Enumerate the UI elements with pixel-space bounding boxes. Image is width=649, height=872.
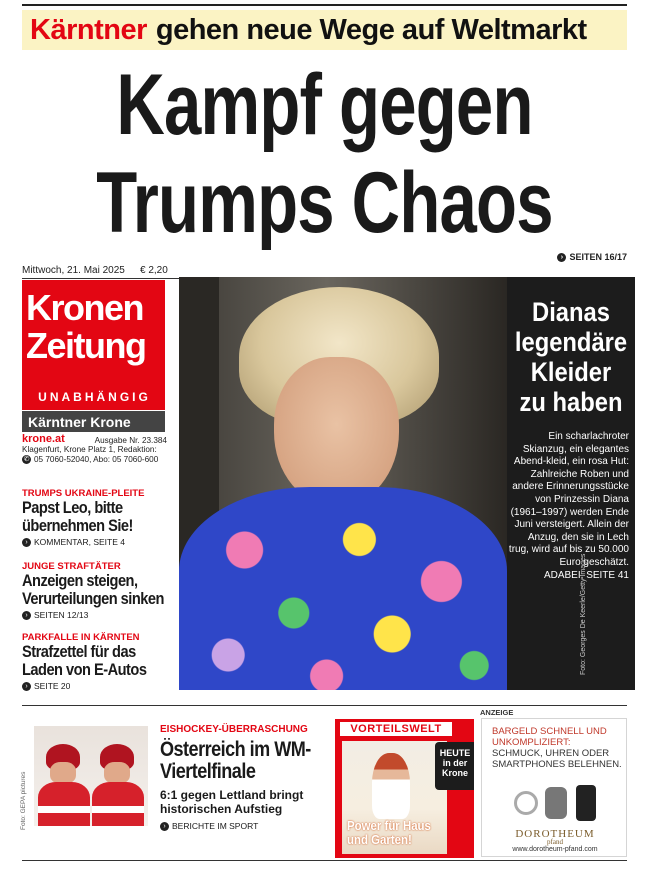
player-left (38, 740, 90, 826)
address: Klagenfurt, Krone Platz 1, Redaktion: (22, 444, 157, 454)
cover-headline: Power für Haus und Garten! (347, 818, 431, 847)
vorteilswelt-promo[interactable] (335, 719, 474, 858)
hockey-headline: Österreich im WM-Viertelfinale (160, 738, 311, 783)
story-papst[interactable] (22, 488, 170, 548)
story-kicker: TRUMPS UKRAINE-PLEITE (22, 488, 145, 499)
arrow-icon: › (22, 611, 31, 620)
arrow-icon: › (22, 682, 31, 691)
hockey-kicker: EISHOCKEY-ÜBERRASCHUNG (160, 724, 308, 735)
headline-page-ref[interactable]: › SEITEN 16/17 (557, 252, 627, 262)
heute-badge: HEUTE in der Krone (435, 742, 474, 790)
story-kicker: PARKFALLE IN KÄRNTEN (22, 632, 140, 643)
diana-headline: Dianas legendäre Kleider zu haben (514, 297, 628, 417)
diana-text: Ein scharlachroter Skianzug, ein elegantes Abend-kleid, ein rosa Hut: Zahlreiche Roben und andere Erinnerungsstücke von Prinzessin Diana (1961–1997) werden Ende Juni versteigert. Allein der Anzug, den sie in Lech trug, wird auf bis zu 50.000 Euro geschätzt. ADABEI, SEITE 41 (508, 431, 629, 581)
diana-story-box[interactable] (507, 277, 635, 690)
ring-icon (514, 791, 538, 815)
story-headline: Papst Leo, bitte übernehmen Sie! (22, 498, 133, 535)
top-rule (22, 4, 627, 6)
story-headline: Anzeigen steigen, Verurteilungen sinken (22, 571, 164, 608)
photo-floral-dress (179, 487, 507, 690)
logo-word-kronen: Kronen (26, 287, 143, 328)
photo-credit: Foto: Georges De Keerle/Getty Images (580, 553, 587, 675)
diana-photo[interactable] (179, 277, 507, 690)
arrow-icon: › (160, 822, 169, 831)
story-kicker: JUNGE STRAFTÄTER (22, 561, 121, 572)
ad-line1: BARGELD SCHNELL UND UNKOMPLIZIERT: (492, 726, 607, 748)
arrow-icon: › (22, 538, 31, 547)
website-link[interactable]: krone.at (22, 433, 65, 445)
ad-brand-sub: pfand (547, 838, 563, 846)
kicker-red: Kärntner (30, 13, 147, 46)
diana-ref: ADABEI, SEITE 41 (543, 569, 629, 581)
smartphone-icon (576, 785, 596, 821)
ad-label: ANZEIGE (480, 708, 514, 717)
ad-brand: DOROTHEUM (515, 828, 595, 840)
phone-numbers: ✆ 05 7060-52040, Abo: 05 7060-600 (23, 455, 159, 464)
story-ref: › SEITEN 12/13 (22, 610, 170, 621)
kicker-banner[interactable] (22, 10, 627, 50)
logo-word-zeitung: Zeitung (26, 325, 146, 366)
cover-model (372, 753, 410, 819)
main-headline-line1[interactable]: Kampf gegen (116, 57, 533, 153)
watch-icon (545, 787, 567, 819)
ad-url[interactable]: www.dorotheum-pfand.com (512, 846, 598, 853)
story-headline: Strafzettel für das Laden von E-Autos (22, 642, 147, 679)
imprint (22, 434, 167, 466)
vorteilswelt-masthead: VORTEILSWELT (340, 722, 452, 736)
ad-line2: SCHMUCK, UHREN ODER SMARTPHONES BELEHNEN. (492, 748, 622, 770)
hockey-photo-credit: Foto: GEPA pictures (20, 771, 27, 830)
main-headline-line2[interactable]: Trumps Chaos (96, 155, 553, 251)
dorotheum-ad[interactable] (481, 718, 627, 857)
masthead-logo[interactable] (22, 280, 165, 410)
player-right (92, 740, 144, 826)
story-straftaeter[interactable] (22, 561, 170, 621)
issue-date: Mittwoch, 21. Mai 2025 (22, 265, 125, 276)
story-ref: › SEITE 20 (22, 681, 170, 692)
issue-number: Ausgabe Nr. 23.384 (94, 436, 167, 445)
story-ref: › KOMMENTAR, SEITE 4 (22, 537, 170, 548)
logo-tagline: UNABHÄNGIG (38, 390, 151, 404)
vorteilswelt-cover (342, 741, 447, 854)
arrow-icon: › (557, 253, 566, 262)
hockey-subhead: 6:1 gegen Lettland bringt historischen Aufstieg (160, 788, 304, 816)
phone-icon: ✆ (23, 456, 30, 464)
regional-edition-label: Kärntner Krone (22, 411, 165, 432)
story-hockey[interactable] (160, 724, 330, 831)
hockey-ref: › BERICHTE IM SPORT (160, 821, 330, 831)
footer-rule (22, 860, 627, 861)
issue-price: € 2,20 (140, 265, 168, 276)
story-parkfalle[interactable] (22, 632, 170, 692)
bottom-rule (22, 705, 627, 706)
kicker-text: gehen neue Wege auf Weltmarkt (155, 13, 587, 46)
hockey-photo[interactable] (34, 726, 148, 826)
photo-face (274, 357, 399, 507)
